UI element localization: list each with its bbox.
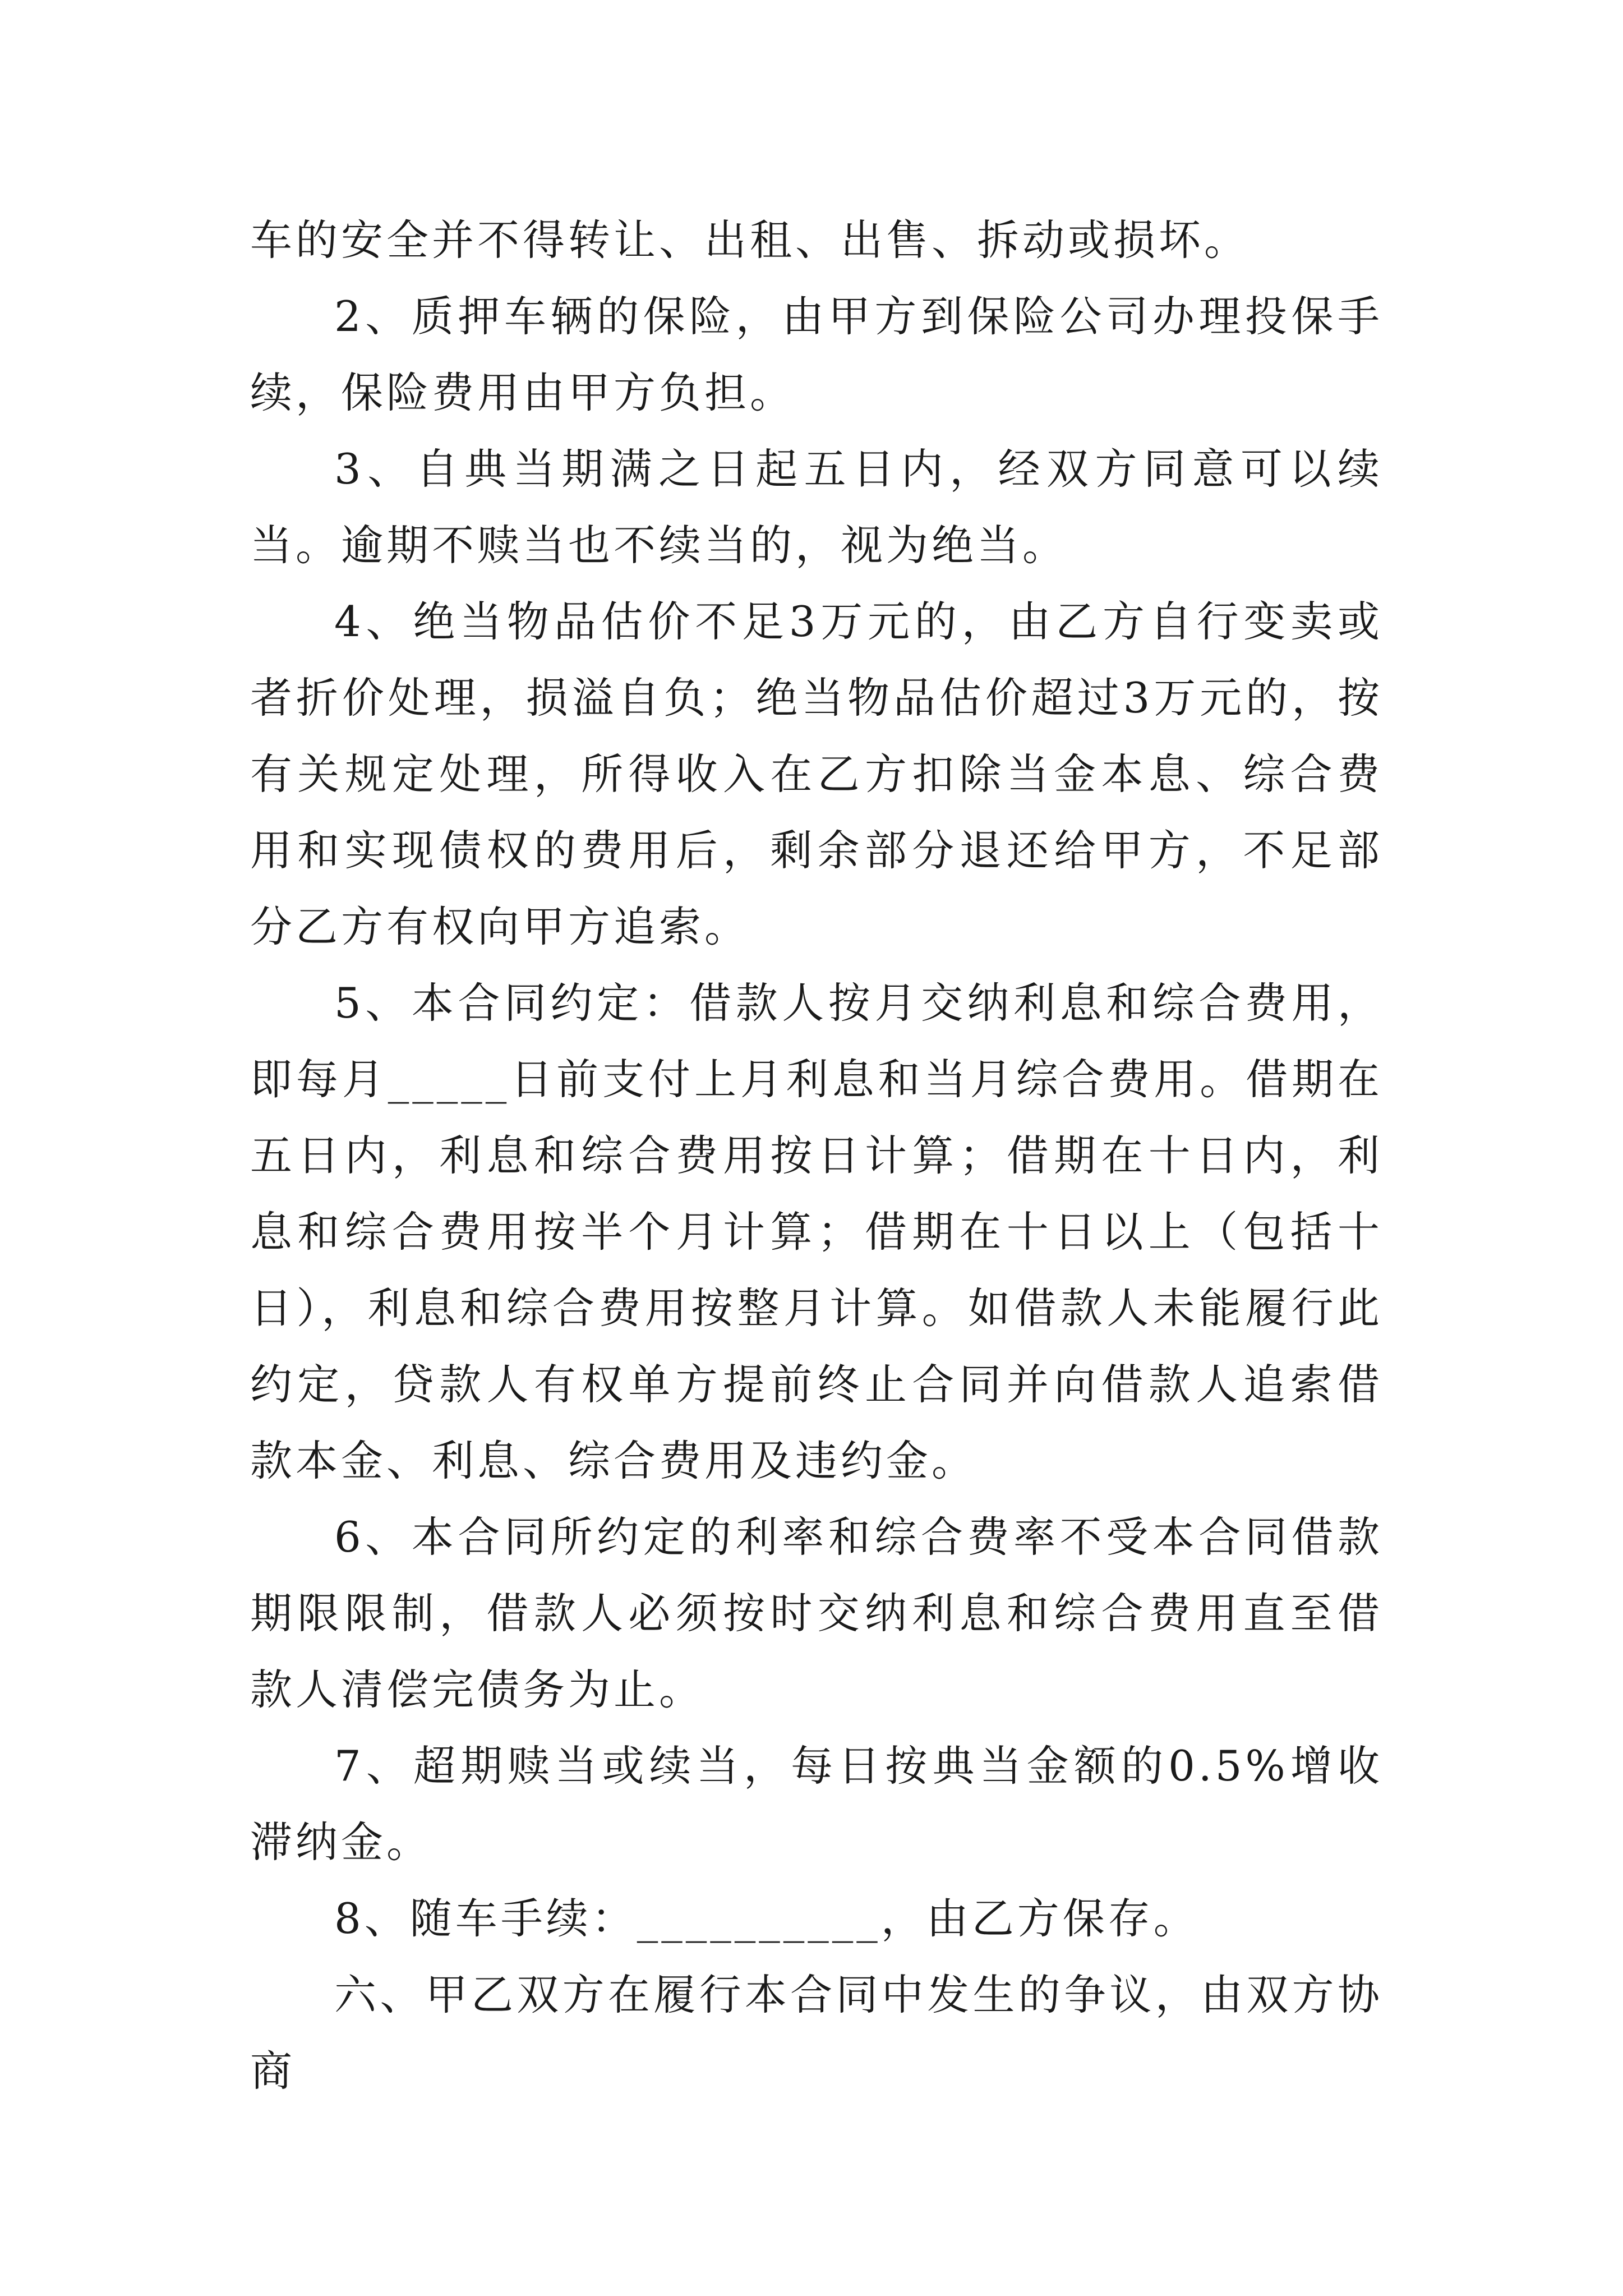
paragraph-clause-6: 6、本合同所约定的利率和综合费率不受本合同借款期限限制，借款人必须按时交纳利息和综合费用直至借款人清偿完债务为止。 bbox=[250, 1512, 1383, 1714]
paragraph-clause-8: 8、随车手续：__________，由乙方保存。 bbox=[334, 1894, 1199, 1943]
paragraph-section-6: 六、甲乙双方在履行本合同中发生的争议，由双方协商 bbox=[250, 1970, 1383, 2096]
paragraph-clause-2: 2、质押车辆的保险，由甲方到保险公司办理投保手续，保险费用由甲方负担。 bbox=[250, 292, 1383, 417]
paragraph-continuation: 车的安全并不得转让、出租、出售、拆动或损坏。 bbox=[250, 215, 1250, 265]
contract-body bbox=[250, 202, 1383, 2109]
paragraph-clause-4: 4、绝当物品估价不足3万元的，由乙方自行变卖或者折价处理，损溢自负；绝当物品估价超过3万元的，按有关规定处理，所得收入在乙方扣除当金本息、综合费用和实现债权的费用后，剩余部分退还给甲方，不足部分乙方有权向甲方追索。 bbox=[250, 597, 1383, 951]
paragraph-clause-5: 5、本合同约定：借款人按月交纳利息和综合费用，即每月_____日前支付上月利息和当月综合费用。借期在五日内，利息和综合费用按日计算；借期在十日内，利息和综合费用按半个月计算；借期在十日以上（包括十日），利息和综合费用按整月计算。如借款人未能履行此约定，贷款人有权单方提前终止合同并向借款人追索借款本金、利息、综合费用及违约金。 bbox=[250, 978, 1383, 1485]
paragraph-clause-7: 7、超期赎当或续当，每日按典当金额的0.5%增收滞纳金。 bbox=[250, 1741, 1383, 1867]
paragraph-clause-3: 3、自典当期满之日起五日内，经双方同意可以续当。逾期不赎当也不续当的，视为绝当。 bbox=[250, 444, 1383, 570]
